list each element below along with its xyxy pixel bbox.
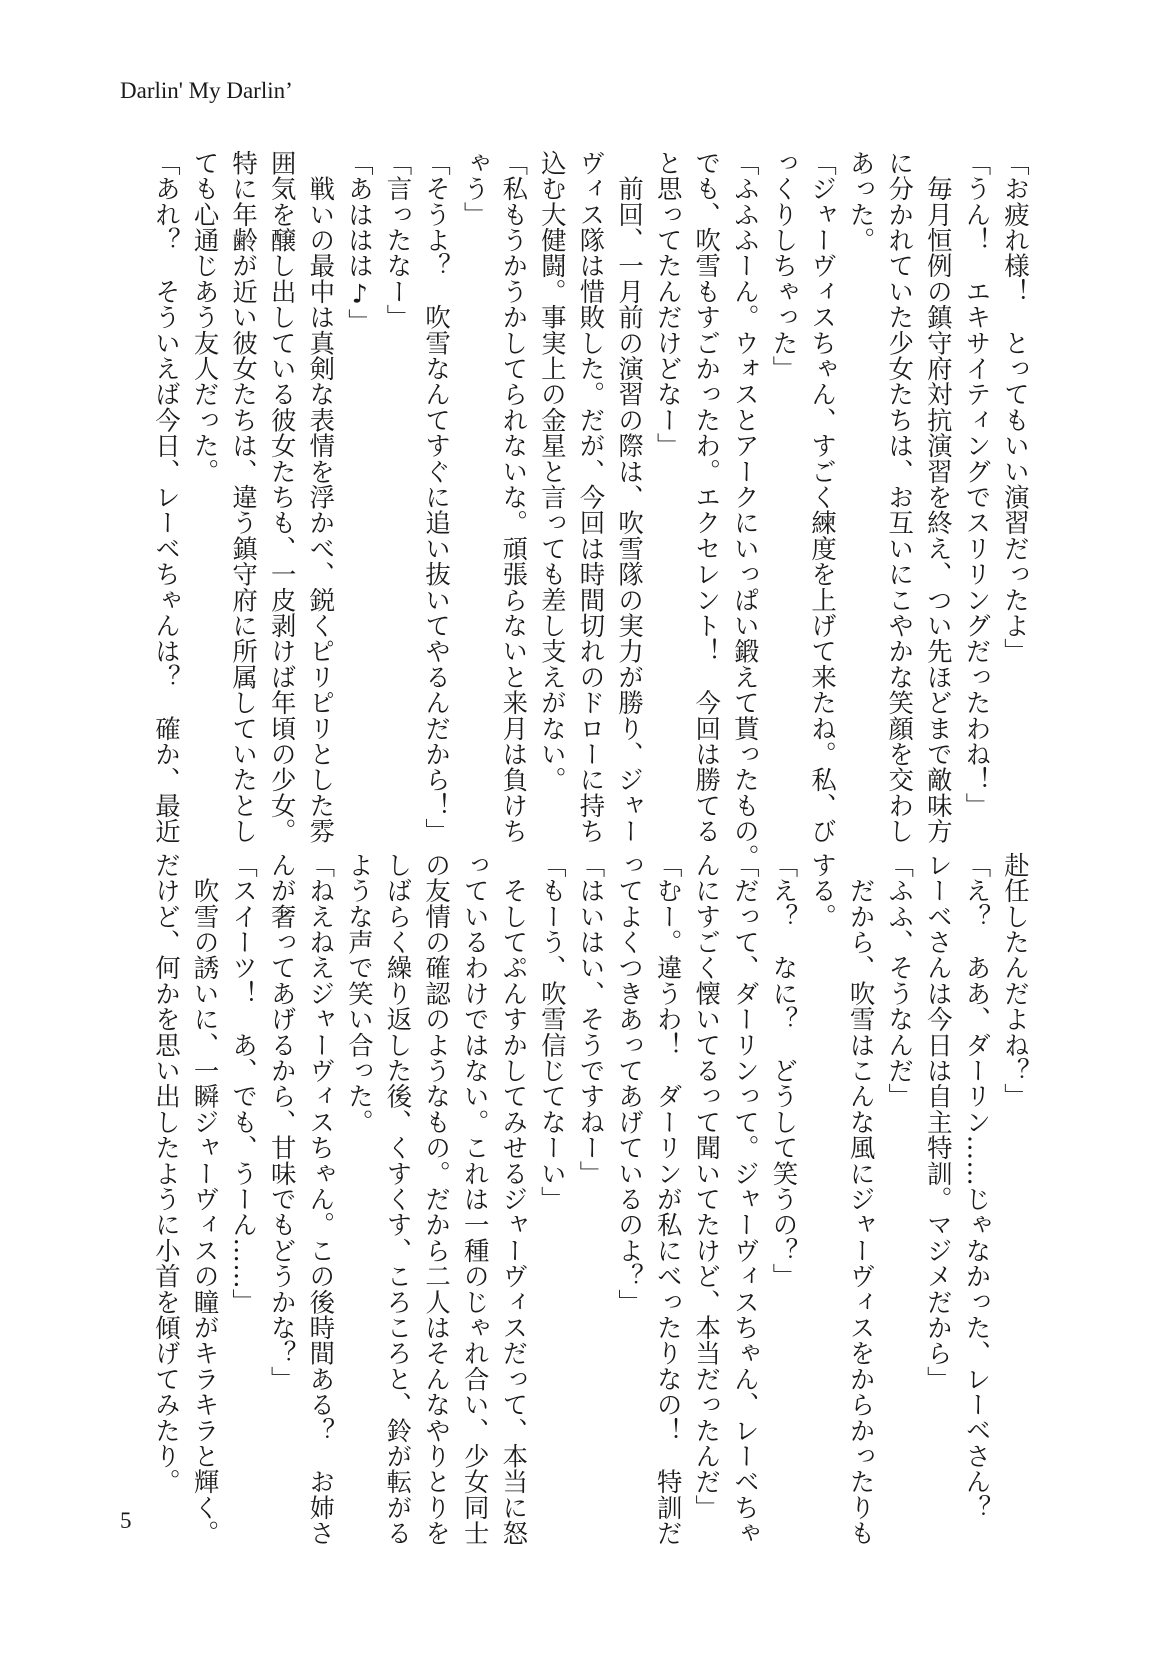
text-line: 赴任したんだよね？」	[1001, 852, 1031, 1109]
text-line: っくりしちゃった」	[769, 150, 800, 382]
text-line: 囲気を醸し出している彼女たちも、一皮剥けば年頃の少女。	[267, 150, 298, 844]
text-line: だから、吹雪はこんな風にジャーヴィスをからかったりも	[846, 852, 877, 1546]
text-line: ても心通じあう友人だった。	[190, 150, 221, 485]
text-line: 吹雪の誘いに、一瞬ジャーヴィスの瞳がキラキラと輝く。	[190, 852, 221, 1546]
text-line: の友情の確認のようなもの。だから二人はそんなやりとりを	[422, 852, 453, 1546]
text-line: 「私もうかうかしてられないな。頑張らないと来月は負けち	[499, 150, 530, 844]
text-line: 「言ったなー」	[383, 150, 414, 330]
text-line: 「え？ ああ、ダーリン……じゃなかった、レーベさん？	[962, 852, 993, 1521]
text-line: しばらく繰り返した後、くすくす、ころころと、鈴が転がる	[383, 852, 414, 1546]
text-line: 「あれ？ そういえば今日、レーベちゃんは？ 確か、最近	[151, 150, 182, 844]
text-line: ような声で笑い合った。	[344, 852, 375, 1135]
text-line: 「むー。違うわ！ ダーリンが私にべったりなの！ 特訓だ	[653, 852, 684, 1546]
text-line: そしてぷんすかしてみせるジャーヴィスだって、本当に怒	[499, 852, 530, 1546]
text-line: 前回、一月前の演習の際は、吹雪隊の実力が勝り、ジャー	[615, 150, 646, 844]
text-line: 「あははは♪」	[344, 150, 375, 335]
text-line: に分かれていた少女たちは、お互いにこやかな笑顔を交わし	[885, 150, 916, 844]
upper-text-block	[147, 150, 1035, 870]
text-line: ゃう」	[460, 150, 491, 228]
text-line: 「ねえねえジャーヴィスちゃん。この後時間ある？ お姉さ	[306, 852, 337, 1546]
text-line: 「うん！ エキサイティングでスリリングだったわね！」	[962, 150, 993, 819]
text-line: 「スイーツ！ あ、でも、うーん……」	[229, 852, 260, 1315]
page-number: 5	[120, 1508, 132, 1533]
text-line: 「もーう、吹雪信じてなーい」	[537, 852, 568, 1212]
text-line: んにすごく懐いてるって聞いてたけど、本当だったんだ」	[692, 852, 723, 1521]
text-line: でも、吹雪もすごかったわ。エクセレント！ 今回は勝てる	[692, 150, 723, 844]
text-line: 「はいはい、そうですねー」	[576, 852, 607, 1187]
text-line: あった。	[846, 150, 877, 253]
text-line: だけど、何かを思い出したように小首を傾げてみたり。	[151, 852, 182, 1495]
running-header-title: Darlin' My Darlin’	[120, 78, 293, 103]
text-line: 特に年齢が近い彼女たちは、違う鎮守府に所属していたとし	[229, 150, 260, 844]
text-line: 「ふふふーん。ウォスとアークにいっぱい鍛えて貰ったもの。	[730, 150, 761, 870]
text-line: 戦いの最中は真剣な表情を浮かべ、鋭くピリピリとした雰	[306, 150, 337, 844]
text-line: 「え？ なに？ どうして笑うの？」	[769, 852, 800, 1289]
text-line: 「お疲れ様！ とってもいい演習だったよ」	[1001, 150, 1031, 664]
text-line: ヴィス隊は惜敗した。だが、今回は時間切れのドローに持ち	[576, 150, 607, 844]
text-line: と思ってたんだけどなー」	[653, 150, 684, 459]
text-line: 「だって、ダーリンって。ジャーヴィスちゃん、レーベちゃ	[730, 852, 761, 1546]
text-line: 「そうよ？ 吹雪なんてすぐに追い抜いてやるんだから！」	[422, 150, 453, 844]
text-line: 「ふふ、そうなんだ」	[885, 852, 916, 1109]
text-line: 「ジャーヴィスちゃん、すごく練度を上げて来たね。私、び	[808, 150, 839, 844]
text-line: 込む大健闘。事実上の金星と言っても差し支えがない。	[537, 150, 568, 793]
text-line: レーベさんは今日は自主特訓。マジメだから」	[923, 852, 954, 1392]
text-line: 毎月恒例の鎮守府対抗演習を終え、つい先ほどまで敵味方	[923, 150, 954, 844]
text-line: ってよくつきあってあげているのよ？」	[615, 852, 646, 1315]
text-line: っているわけではない。これは一種のじゃれ合い、少女同士	[460, 852, 491, 1546]
text-line: する。	[808, 852, 839, 930]
lower-text-block	[147, 852, 1035, 1546]
text-line: んが奢ってあげるから、甘味でもどうかな？」	[267, 852, 298, 1392]
